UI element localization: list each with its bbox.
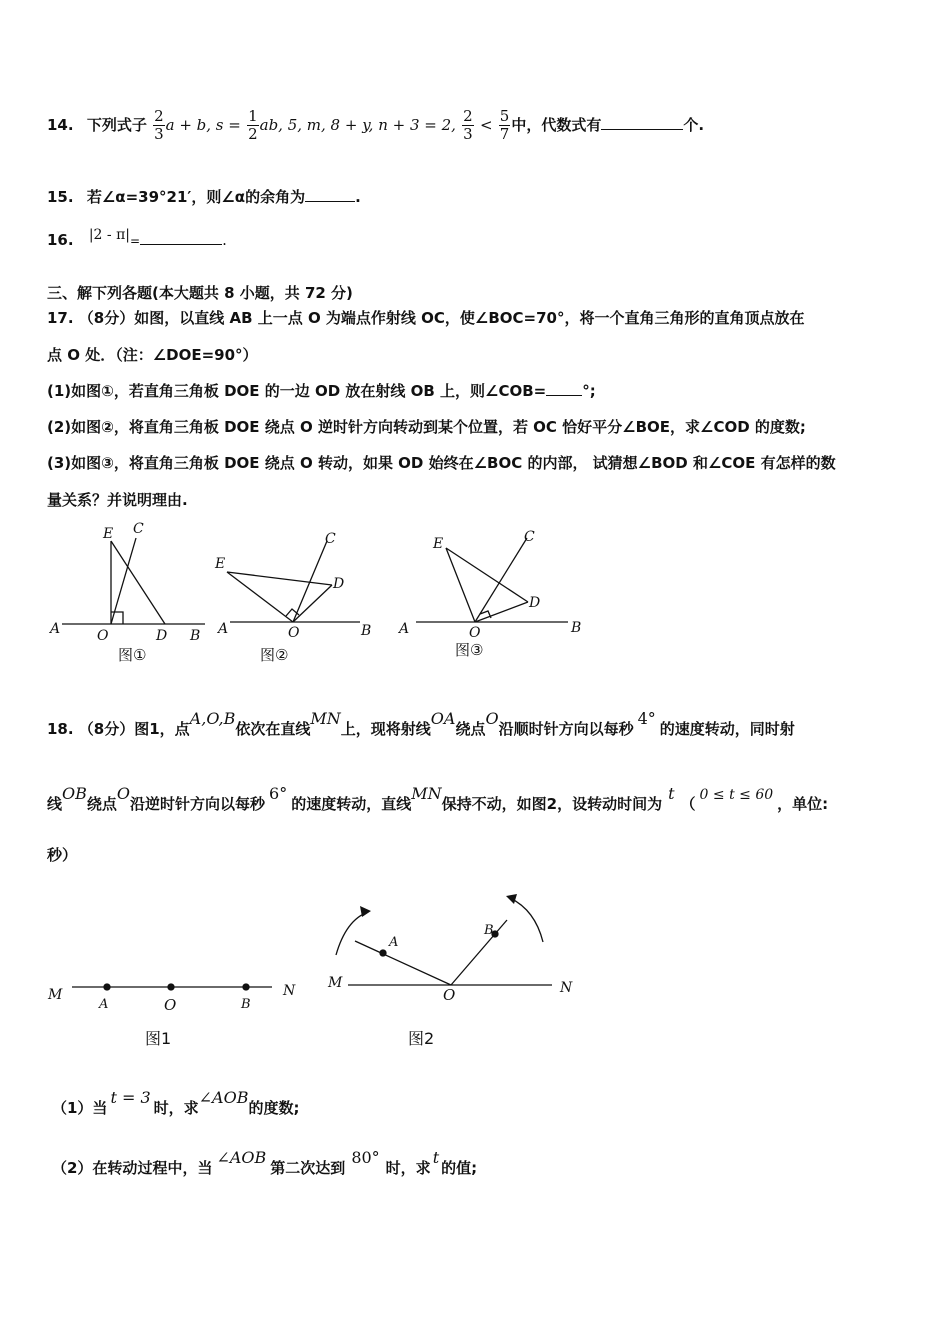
label-c: C xyxy=(325,531,336,547)
question-17-part1: (1)如图①，若直角三角板 DOE 的一边 OD 放在射线 OB 上，则∠COB= °; xyxy=(47,382,596,400)
question-14: 14. 下列式子 $\frac{2}{3}$ a + b, s = $\frac{1}{2}$ ab, 5, m, 8 + y, n + 3 = 2, $\frac{2}{3}$ < $\frac{5}{7}$ 中，代数式有 个. xyxy=(47,107,705,143)
fraction: $\frac{1}{2}$ xyxy=(248,107,258,143)
question-15: 15. 若∠α=39°21′，则∠α的余角为 . xyxy=(47,188,361,206)
question-17-part3-cont: 量关系？并说明理由. xyxy=(47,491,188,509)
question-17-line1: 17. （8分）如图，以直线 AB 上一点 O 为端点作射线 OC，使∠BOC=70°，将一个直角三角形的直角顶点放在 xyxy=(47,309,805,327)
question-16: 16. |2 - π|= . xyxy=(47,227,227,249)
label-d: D xyxy=(529,595,541,611)
label-b: B xyxy=(241,997,251,1012)
label-a: A xyxy=(50,621,61,637)
label-c: C xyxy=(524,529,535,545)
fig3-caption: 图③ xyxy=(455,641,484,659)
label-b: B xyxy=(571,620,582,636)
label-o: O xyxy=(469,625,481,641)
label-c: C xyxy=(133,521,144,537)
label-b: B xyxy=(190,628,201,644)
fraction: $\frac{2}{3}$ xyxy=(463,107,473,143)
fig1-point-a xyxy=(104,984,110,990)
question-18-line2: 线OB绕点O沿逆时针方向以每秒6°的速度转动，直线MN保持不动，如图2，设转动时间为t（ 0 ≤ t ≤ 60 ，单位: xyxy=(47,784,829,813)
fraction: $\frac{5}{7}$ xyxy=(499,107,510,143)
fig1-caption: 图1 xyxy=(145,1029,172,1048)
fig2-segment-ed xyxy=(227,572,332,585)
label-o: O xyxy=(164,996,177,1014)
fig1-caption: 图① xyxy=(118,646,147,664)
q17-figures xyxy=(0,515,950,675)
question-18-line3: 秒） xyxy=(47,846,78,864)
fig3-ray-oc xyxy=(475,538,527,622)
answer-blank[interactable] xyxy=(140,230,222,245)
fig2-arrowhead-right xyxy=(506,894,517,904)
label-m: M xyxy=(328,975,343,991)
fig3-segment-od xyxy=(475,602,528,622)
fig2-arc-arrow-counterclockwise xyxy=(510,898,543,942)
label-a: A xyxy=(399,621,410,637)
fig1-ray-oc xyxy=(111,538,136,624)
fig2-caption: 图2 xyxy=(408,1029,435,1048)
section-title: 三、解下列各题(本大题共 8 小题，共 72 分) xyxy=(47,284,353,302)
label-a: A xyxy=(218,621,229,637)
question-17-line2: 点 O 处．（注：∠DOE=90°） xyxy=(47,346,258,364)
fig2-arc-arrow-clockwise xyxy=(336,912,368,955)
label-e: E xyxy=(103,526,114,542)
question-18-line1: 18. （8分）图1，点A,O,B依次在直线MN上，现将射线OA绕点O沿顺时针方向以每秒4°的速度转动，同时射 xyxy=(47,709,795,738)
fig2-segment-od xyxy=(293,585,332,622)
label-d: D xyxy=(333,576,345,592)
fraction: $\frac{2}{3}$ xyxy=(154,107,164,143)
fig3-segment-oe xyxy=(446,548,475,622)
fig2-ray-oc xyxy=(293,541,327,622)
label-o: O xyxy=(97,628,109,644)
label-e: E xyxy=(215,556,226,572)
label-a: A xyxy=(389,935,399,950)
fig2-ray-ob xyxy=(451,920,507,985)
fig2-caption: 图② xyxy=(260,646,289,664)
question-18-sub2: （2）在转动过程中，当∠AOB第二次达到80°时，求t的值; xyxy=(52,1148,478,1177)
fig1-point-b xyxy=(243,984,249,990)
label-o: O xyxy=(443,986,456,1004)
fig2-point-a xyxy=(380,950,386,956)
answer-blank[interactable] xyxy=(546,381,582,396)
label-b: B xyxy=(484,923,494,938)
fig1-point-o xyxy=(168,984,174,990)
label-n: N xyxy=(560,980,573,996)
answer-blank[interactable] xyxy=(305,187,355,202)
q18-figures xyxy=(0,880,950,1055)
fig2-right-angle-mark xyxy=(286,609,299,616)
question-17-part2: (2)如图②，将直角三角板 DOE 绕点 O 逆时针方向转动到某个位置，若 OC 恰好平分∠BOE，求∠COD 的度数; xyxy=(47,418,806,436)
label-m: M xyxy=(48,987,63,1003)
label-o: O xyxy=(288,625,300,641)
label-e: E xyxy=(433,536,444,552)
label-d: D xyxy=(156,628,168,644)
label-a: A xyxy=(99,997,109,1012)
label-b: B xyxy=(361,623,372,639)
label-n: N xyxy=(283,983,296,999)
answer-blank[interactable] xyxy=(601,115,683,130)
question-17-part3: (3)如图③，将直角三角板 DOE 绕点 O 转动，如果 OD 始终在∠BOC 的内部， 试猜想∠BOD 和∠COE 有怎样的数 xyxy=(47,454,836,472)
question-18-sub1: （1）当t = 3时，求∠AOB的度数; xyxy=(52,1088,300,1117)
fig2-ray-oa xyxy=(355,941,451,985)
